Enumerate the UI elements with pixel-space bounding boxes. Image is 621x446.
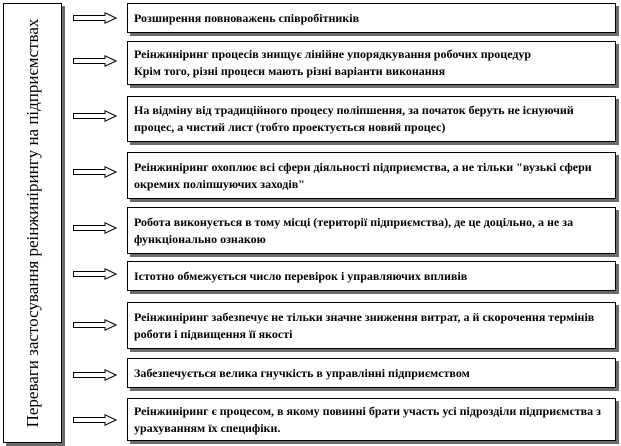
arrow-9-icon xyxy=(73,414,117,426)
benefit-card-7 xyxy=(127,302,616,349)
benefit-text: Реінжиніринг охоплює всі сфери діяльності підприємства, а не тільки "вузькі сфери окремих поліпшуючих заходів" xyxy=(134,159,592,191)
arrow-3-icon xyxy=(73,110,117,122)
benefit-text: Робота виконується в тому місці (території підприємства), де це доцільно, а не за функціонально ознакою xyxy=(134,214,574,246)
arrow-4-icon xyxy=(73,166,117,178)
arrow-5-icon xyxy=(73,222,117,234)
benefit-text: Розширення повноважень співробітників xyxy=(134,10,360,25)
benefit-card-5 xyxy=(127,207,616,254)
benefit-card-2 xyxy=(127,41,616,85)
benefit-text: Реінжиніринг забезпечує не тільки значне зниження витрат, а й скорочення термінів роботи і підвищення її якості xyxy=(134,309,595,341)
benefit-card-8 xyxy=(127,358,616,388)
arrow-6-icon xyxy=(73,268,117,280)
benefit-card-4 xyxy=(127,152,616,199)
arrow-7-icon xyxy=(73,319,117,331)
side-title-box xyxy=(3,3,62,443)
arrow-8-icon xyxy=(73,369,117,381)
side-title: Переваги застосування реінжинірингу на підприємствах xyxy=(22,18,42,428)
benefit-card-3 xyxy=(127,96,616,142)
benefit-card-6 xyxy=(127,261,616,291)
arrow-2-icon xyxy=(73,55,117,67)
benefit-text: Забезпечується велика гнучкість в управлінні підприємством xyxy=(134,365,470,380)
benefit-text: На відміну від традиційного процесу поліпшення, за початок беруть не існуючий процес, а чистий лист (тобто проектується новий процес) xyxy=(134,103,574,134)
benefit-text: Реінжиніринг є процесом, в якому повинні брати участь усі підрозділи підприємства з урахуванням їх специфіки. xyxy=(134,403,601,435)
benefit-text: Реінжиніринг процесів знищує лінійне упорядкування робочих процедур Крім того, різні процеси мають різні варіанти виконання xyxy=(134,47,532,78)
benefit-card-9 xyxy=(127,398,616,441)
benefit-card-1 xyxy=(127,3,616,33)
benefit-text: Істотно обмежується число перевірок і управляючих впливів xyxy=(134,268,468,283)
arrow-1-icon xyxy=(73,12,117,24)
